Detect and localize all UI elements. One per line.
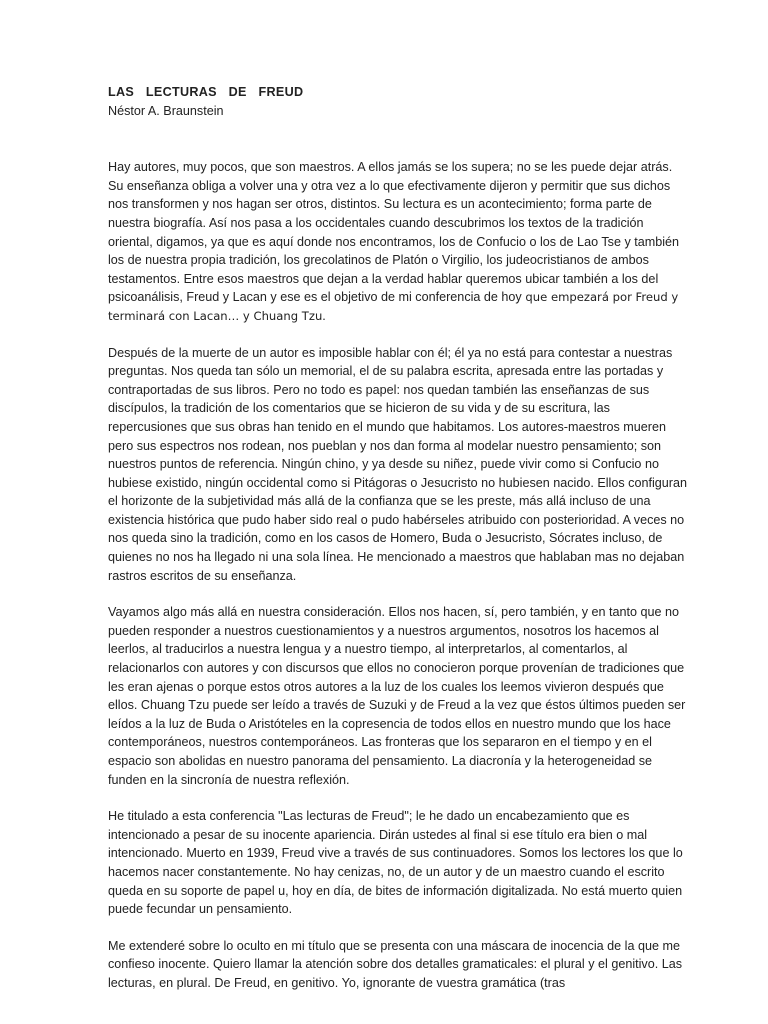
paragraph-1-text: Hay autores, muy pocos, que son maestros. A ellos jamás se los supera; no se les puede dejar atrás. Su enseñanza obliga a volver una y otra vez a lo que efectivamente dijeron y permitir que sus dichos nos transformen y nos hagan ser otros, distintos. Su lectura es un acontecimiento; forma parte de nuestra biografía. Así nos pasa a los occidentales cuando descubrimos los textos de la tradición oriental, digamos, ya que es aquí donde nos encontramos, los de Confucio o los de Lao Tse y también los de nuestra propia tradición, los grecolatinos de Platón o Virgilio, los judeocristianos de ambos testamentos. Entre esos maestros que dejan a la verdad hablar queremos ubicar también a los del psicoanálisis, Freud y Lacan y ese es el objetivo de mi conferencia de hoy — [108, 160, 680, 305]
paragraph-3: Vayamos algo más allá en nuestra consideración. Ellos nos hacen, sí, pero también, y en tanto que no pueden responder a nuestros cuestionamientos y a nuestros argumentos, nosotros los hacemos al leerlos, al traducirlos a nuestra lengua y a nuestro tiempo, al interpretarlos, al comentarlos, al relacionarlos con autores y con discursos que ellos no conocieron porque provenían de tradiciones que les eran ajenas o porque estos otros autores a la luz de los cuales los leemos vivieron después que ellos. Chuang Tzu puede ser leído a través de Suzuki y de Freud a la vez que éstos últimos pueden ser leídos a la luz de Buda o Aristóteles en la copresencia de todos ellos en nuestro mundo que los hace contemporáneos, nuestros contemporáneos. Las fronteras que los separaron en el tiempo y en el espacio son abolidas en nuestro panorama del pensamiento. La diacronía y la heterogeneidad se funden en la sincronía de nuestra reflexión. — [108, 605, 686, 787]
paragraph-5: Me extenderé sobre lo oculto en mi título que se presenta con una máscara de inocencia de la que me confieso inocente. Quiero llamar la atención sobre dos detalles gramaticales: el plural y el genitivo. Las lecturas, en plural. De Freud, en genitivo. Yo, ignorante de vuestra gramática (tras — [108, 938, 683, 990]
paragraph-1-tail: que empezará por Freud y terminará con Lacan… y Chuang Tzu — [108, 290, 679, 323]
paragraph-2: Después de la muerte de un autor es imposible hablar con él; él ya no está para contestar a nuestras preguntas. Nos queda tan sólo un memorial, el de su palabra escrita, apresada entre las portadas y contraportadas de sus libros. Pero no todo es papel: nos quedan también las enseñanzas de sus discípulos, la tradición de los comentarios que se hicieron de su vida y de su escritura, las repercusiones que sus obras han tenido en el mundo que habitamos. Los autores-maestros mueren pero sus espectros nos rodean, nos pueblan y nos dan forma al modelar nuestro pensamiento; son nuestros puntos de referencia. Ningún chino, y ya desde su niñez, puede vivir como si Confucio no hubiese existido, ningún occidental como si Pitágoras o Jesucristo no hubiesen nacido. Ellos configuran el horizonte de la subjetividad más allá de la confianza que se les preste, más allá incluso de una existencia histórica que pudo haber sido real o pudo habérseles atribuido con posterioridad. A veces no nos queda sino la tradición, como en los casos de Homero, Buda o Jesucristo, Sócrates incluso, de quienes no nos ha llegado ni una sola línea. He mencionado a maestros que hablaban mas no dejaban rastros escritos de su enseñanza. — [108, 345, 687, 583]
document-page — [108, 83, 688, 1011]
paragraph-1-end: . — [322, 308, 326, 323]
paragraph-4: He titulado a esta conferencia "Las lecturas de Freud"; le he dado un encabezamiento que es intencionado a pesar de su inocente apariencia. Dirán ustedes al final si ese título era bien o mal intencionado. Muerto en 1939, Freud vive a través de sus continuadores. Somos los lectores los que lo hacemos nacer constantemente. No hay cenizas, no, de un autor y de un maestro cuando el escrito queda en su soporte de papel u, hoy en día, de bites de información digitalizada. No está muerto quien puede fecundar un pensamiento. — [108, 809, 683, 917]
paragraph-1 — [108, 158, 688, 325]
document-title: LAS LECTURAS DE FREUD — [108, 85, 304, 99]
document-author: Néstor A. Braunstein — [108, 103, 224, 118]
